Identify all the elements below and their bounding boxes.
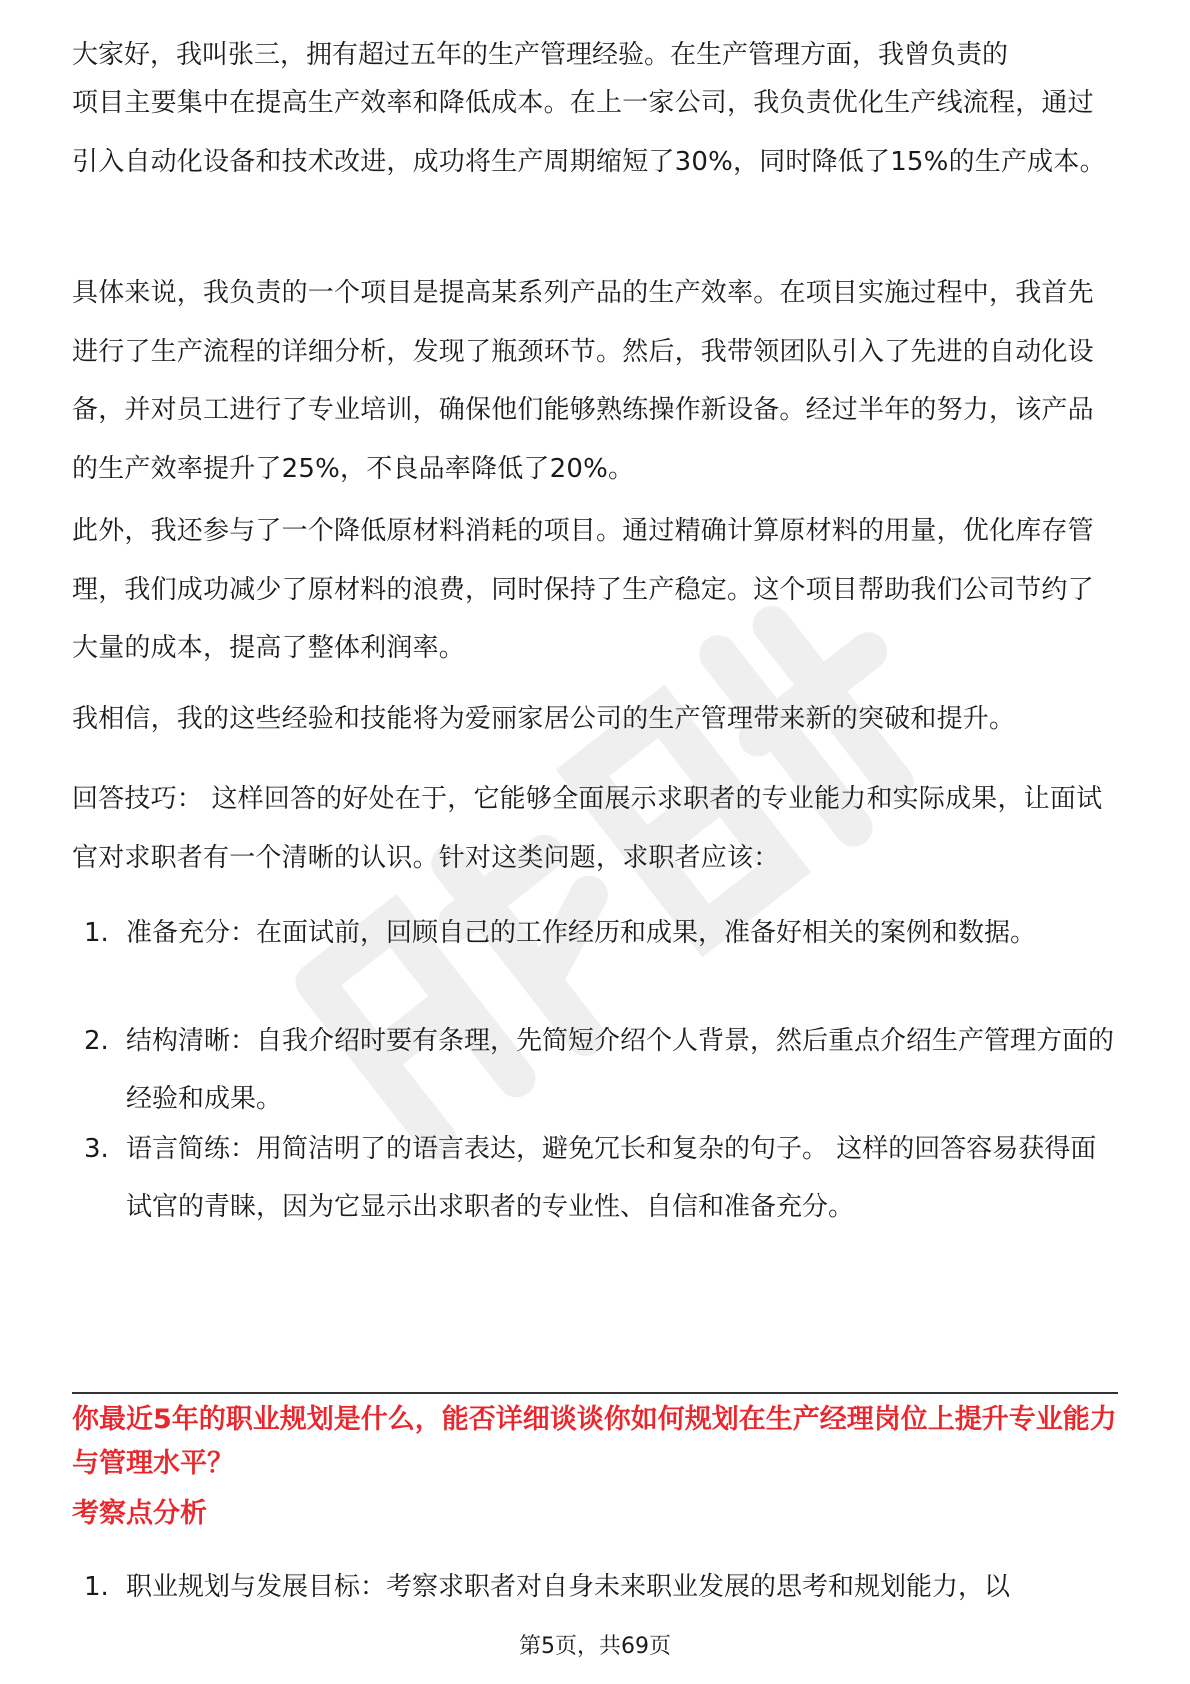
body-paragraph-3: 此外，我还参与了一个降低原材料消耗的项目。通过精确计算原材料的用量，优化库存管理，我们成功减少了原材料的浪费，同时保持了生产稳定。这个项目帮助我们公司节约了大量的成本，提高了整体利润率。 (72, 516, 1094, 663)
list-item-text: 准备充分：在面试前，回顾自己的工作经历和成果，准备好相关的案例和数据。 (126, 918, 1037, 948)
list-item-text: 职业规划与发展目标：考察求职者对自身未来职业发展的思考和规划能力，以 (126, 1572, 1011, 1602)
body-paragraph-1: 项目主要集中在提高生产效率和降低成本。在上一家公司，我负责优化生产线流程，通过引入自动化设备和技术改进，成功将生产周期缩短了30%，同时降低了15%的生产成本。 (72, 88, 1106, 177)
section-divider (72, 1392, 1118, 1394)
list-number: 3. (84, 1134, 109, 1164)
question-heading: 你最近5年的职业规划是什么，能否详细谈谈你如何规划在生产经理岗位上提升专业能力与管理水平？ (72, 1404, 1117, 1479)
list-item (72, 1558, 1118, 1616)
analysis-heading: 考察点分析 (72, 1498, 207, 1529)
tips-list (72, 904, 1118, 1236)
list-item (72, 1012, 1118, 1120)
cut-off-text-line: 大家好，我叫张三，拥有超过五年的生产管理经验。在生产管理方面，我曾负责的 (72, 40, 1009, 70)
body-paragraph-4: 我相信，我的这些经验和技能将为爱丽家居公司的生产管理带来新的突破和提升。 (72, 704, 1016, 734)
list-item-text: 结构清晰：自我介绍时要有条理，先简短介绍个人背景，然后重点介绍生产管理方面的经验和成果。 (126, 1026, 1115, 1114)
analysis-list (72, 1558, 1118, 1616)
list-number: 1. (84, 918, 109, 948)
list-number: 1. (84, 1572, 109, 1602)
page-number: 第5页，共69页 (519, 1634, 671, 1659)
answer-tips-paragraph: 回答技巧： 这样回答的好处在于，它能够全面展示求职者的专业能力和实际成果，让面试官对求职者有一个清晰的认识。针对这类问题，求职者应该： (72, 784, 1103, 873)
list-item (72, 904, 1118, 1012)
body-paragraph-2: 具体来说，我负责的一个项目是提高某系列产品的生产效率。在项目实施过程中，我首先进行了生产流程的详细分析，发现了瓶颈环节。然后，我带领团队引入了先进的自动化设备，并对员工进行了专业培训，确保他们能够熟练操作新设备。经过半年的努力，该产品的生产效率提升了25%，不良品率降低了20%。 (72, 278, 1094, 484)
list-number: 2. (84, 1026, 109, 1056)
list-item (72, 1120, 1118, 1236)
list-item-text: 语言简练：用简洁明了的语言表达，避免冗长和复杂的句子。 这样的回答容易获得面试官的青睐，因为它显示出求职者的专业性、自信和准备充分。 (126, 1134, 1097, 1222)
